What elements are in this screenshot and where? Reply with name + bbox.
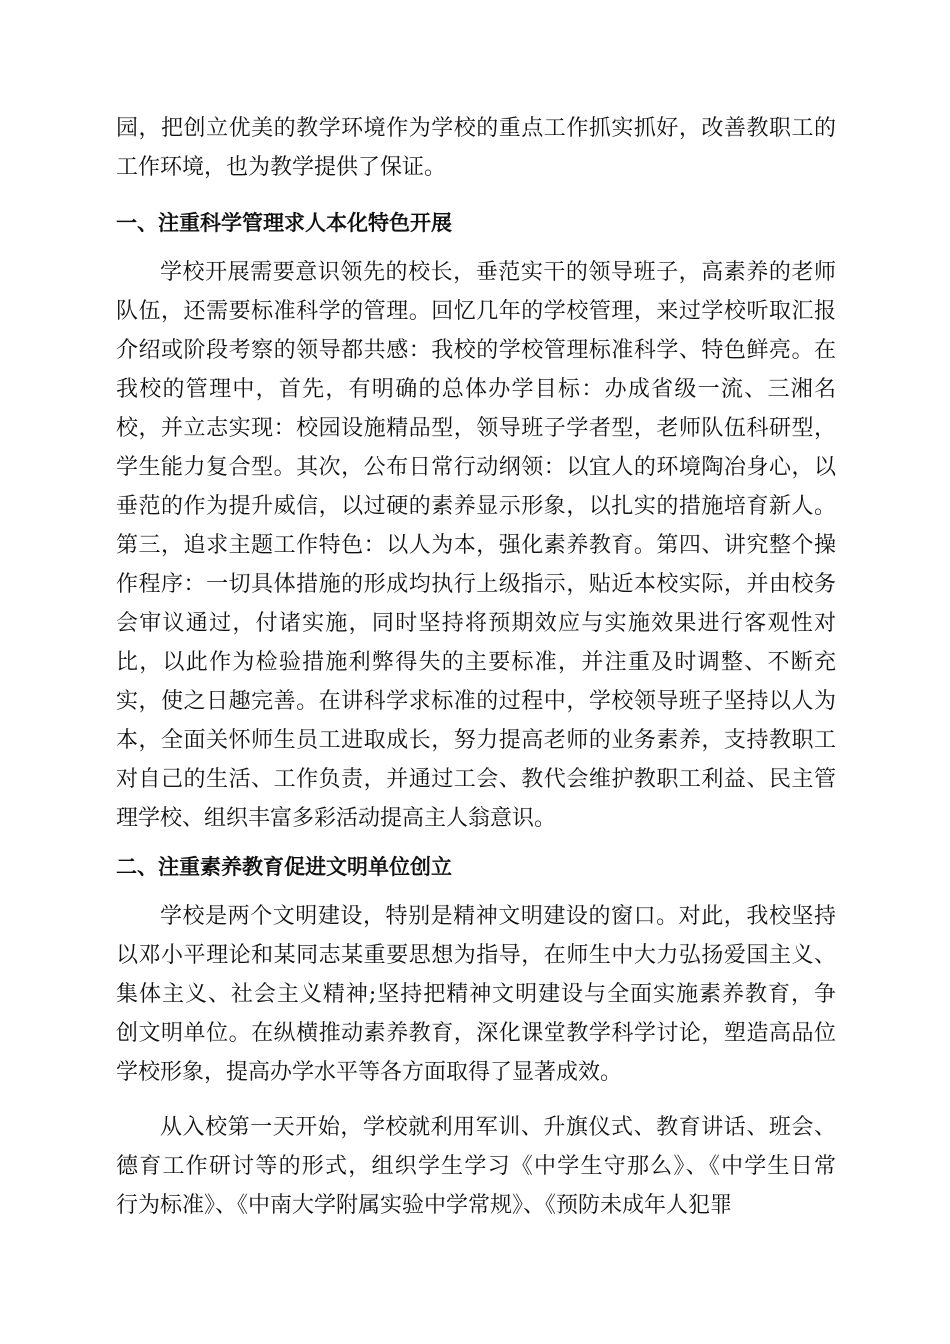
body-text-line: 校，并立志实现：校园设施精品型，领导班子学者型，老师队伍科研型， — [116, 416, 836, 441]
body-text-line: 作程序：一切具体措施的形成均执行上级指示，贴近本校实际，并由校务 — [116, 572, 836, 597]
body-text-line: 理学校、组织丰富多彩活动提高主人翁意识。 — [116, 806, 557, 831]
body-text-line: 本，全面关怀师生员工进取成长，努力提高老师的业务素养，支持教职工 — [116, 728, 836, 753]
body-text-line: 德育工作研讨等的形式，组织学生学习《中学生守那么》、《中学生日常 — [116, 1154, 836, 1179]
section-heading: 一、注重科学管理求人本化特色开展 — [116, 211, 452, 235]
body-text-line: 从入校第一天开始，学校就利用军训、升旗仪式、教育讲话、班会、 — [160, 1115, 836, 1140]
body-text-line: 学校开展需要意识领先的校长，垂范实干的领导班子，高素养的老师 — [160, 260, 836, 285]
body-text-line: 园，把创立优美的教学环境作为学校的重点工作抓实抓好，改善教职工的 — [116, 116, 836, 141]
body-text-line: 我校的管理中，首先，有明确的总体办学目标：办成省级一流、三湘名 — [116, 377, 836, 402]
body-text-line: 学校形象，提高办学水平等各方面取得了显著成效。 — [116, 1060, 623, 1085]
body-text-line: 工作环境，也为教学提供了保证。 — [116, 155, 447, 180]
body-text-line: 会审议通过，付诸实施，同时坚持将预期效应与实施效果进行客观性对 — [116, 611, 836, 636]
body-text-line: 对自己的生活、工作负责，并通过工会、教代会维护教职工利益、民主管 — [116, 767, 836, 792]
body-text-line: 垂范的作为提升威信，以过硬的素养显示形象，以扎实的措施培育新人。 — [116, 494, 836, 519]
section-heading: 二、注重素养教育促进文明单位创立 — [116, 855, 452, 879]
body-text-line: 创文明单位。在纵横推动素养教育，深化课堂教学科学讨论，塑造高品位 — [116, 1021, 836, 1046]
body-text-line: 以邓小平理论和某同志某重要思想为指导，在师生中大力弘扬爱国主义、 — [116, 943, 836, 968]
body-text-line: 行为标准》、《中南大学附属实验中学常规》、《预防未成年人犯罪 — [116, 1193, 733, 1218]
body-text-line: 介绍或阶段考察的领导都共感：我校的学校管理标准科学、特色鲜亮。在 — [116, 338, 836, 363]
body-text-line: 实，使之日趣完善。在讲科学求标准的过程中，学校领导班子坚持以人为 — [116, 689, 836, 714]
body-text-line: 学校是两个文明建设，特别是精神文明建设的窗口。对此，我校坚持 — [160, 904, 836, 929]
body-text-line: 比，以此作为检验措施利弊得失的主要标准，并注重及时调整、不断充 — [116, 650, 836, 675]
body-text-line: 第三，追求主题工作特色：以人为本，强化素养教育。第四、讲究整个操 — [116, 533, 836, 558]
body-text-line: 学生能力复合型。其次，公布日常行动纲领：以宜人的环境陶冶身心，以 — [116, 455, 836, 480]
body-text-line: 队伍，还需要标准科学的管理。回忆几年的学校管理，来过学校听取汇报 — [116, 299, 836, 324]
body-text-line: 集体主义、社会主义精神;坚持把精神文明建设与全面实施素养教育，争 — [116, 982, 836, 1007]
